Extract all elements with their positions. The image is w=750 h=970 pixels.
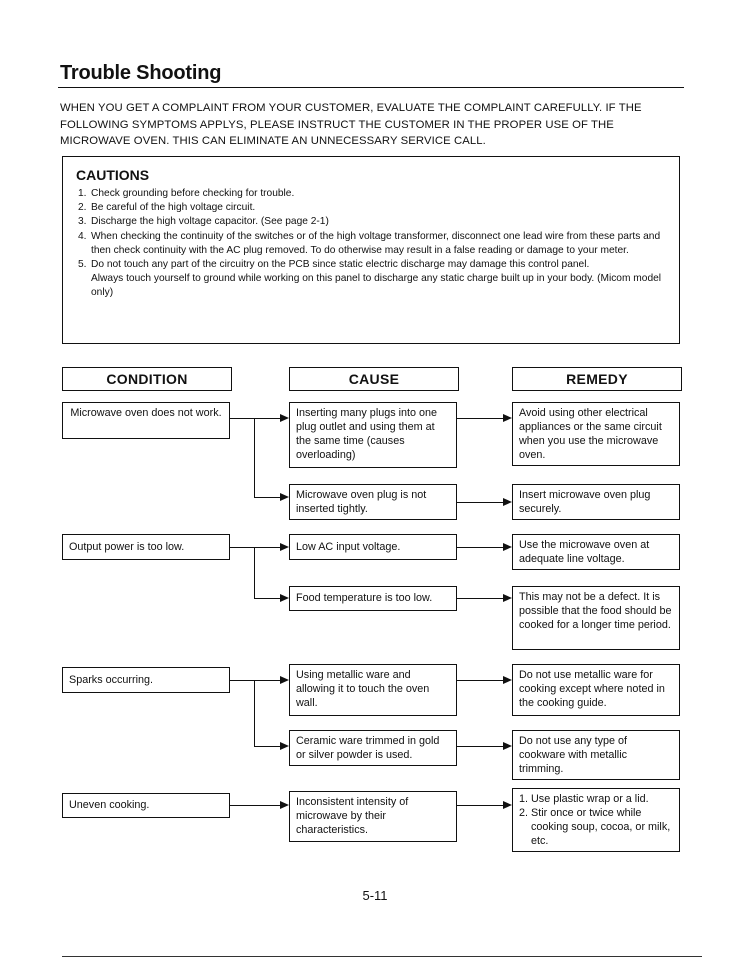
arrow-icon (280, 414, 289, 422)
connector-line (254, 746, 280, 747)
connector-line (457, 805, 503, 806)
cause-header: CAUSE (289, 367, 459, 391)
arrow-icon (280, 676, 289, 684)
cautions-title: CAUTIONS (76, 167, 150, 183)
cause-box (289, 586, 457, 611)
remedy-box (512, 534, 680, 570)
connector-line (254, 680, 255, 747)
caution-text: Be careful of the high voltage circuit. (91, 202, 256, 214)
connector-line (254, 418, 280, 419)
caution-text: When checking the continuity of the switches or of the high voltage transformer, disconnect one lead wire from these parts and then check continuity with the AC plug removed. To do otherwise may result in a false reading or damage to your meter. (91, 230, 661, 256)
arrow-icon (503, 742, 512, 750)
connector-line (457, 746, 503, 747)
remedy-box (512, 664, 680, 716)
remedy-step-text: Use plastic wrap or a lid. (531, 793, 649, 805)
cause-box (289, 402, 457, 468)
remedy-box (512, 484, 680, 520)
connector-line (230, 418, 254, 419)
remedy-steps (519, 792, 673, 848)
condition-header: CONDITION (62, 367, 232, 391)
caution-text: Do not touch any part of the circuitry on the PCB since static electric discharge may damage this control panel. (91, 259, 590, 271)
arrow-icon (503, 414, 512, 422)
arrow-icon (280, 594, 289, 602)
connector-line (457, 680, 503, 681)
remedy-box (512, 586, 680, 650)
intro-text: WHEN YOU GET A COMPLAINT FROM YOUR CUSTOMER, EVALUATE THE COMPLAINT CAREFULLY. IF THE FOLLOWING SYMPTOMS APPLYS, PLEASE INSTRUCT THE CUSTOMER IN THE PROPER USE OF THE MICROWAVE OVEN. THIS CAN ELIMINATE AN UNNECESSARY SERVICE CALL. (60, 102, 642, 147)
condition-text: Sparks occurring. (69, 674, 154, 686)
condition-text: Uneven cooking. (69, 799, 150, 811)
remedy-step-text: Stir once or twice while cooking soup, cocoa, or milk, etc. (531, 807, 671, 847)
caution-number: 2. (78, 202, 87, 214)
remedy-box (512, 402, 680, 466)
caution-extra-note: Always touch yourself to ground while working on this panel to discharge any static charge built up in your body. (Micom model only) (91, 273, 662, 299)
arrow-icon (503, 594, 512, 602)
remedy-box (512, 788, 680, 852)
cause-text: Ceramic ware trimmed in gold or silver powder is used. (296, 735, 440, 761)
cause-box (289, 791, 457, 842)
condition-text: Output power is too low. (69, 541, 185, 553)
connector-line (254, 418, 255, 498)
caution-text: Check grounding before checking for trouble. (91, 188, 295, 199)
cause-text: Using metallic ware and allowing it to touch the oven wall. (296, 669, 430, 709)
caution-text: Discharge the high voltage capacitor. (See page 2-1) (91, 216, 329, 228)
condition-box (62, 534, 230, 560)
remedy-text: Insert microwave oven plug securely. (519, 489, 651, 515)
caution-item (78, 230, 668, 258)
caution-number: 1. (78, 188, 87, 199)
arrow-icon (503, 543, 512, 551)
arrow-icon (280, 493, 289, 501)
arrow-icon (280, 801, 289, 809)
arrow-icon (503, 801, 512, 809)
condition-box (62, 667, 230, 693)
arrow-icon (503, 498, 512, 506)
connector-line (457, 418, 503, 419)
arrow-icon (503, 676, 512, 684)
remedy-step-number: 1. (519, 793, 529, 805)
cause-text: Low AC input voltage. (296, 541, 401, 553)
condition-box (62, 793, 230, 818)
remedy-box (512, 730, 680, 780)
connector-line (254, 598, 280, 599)
remedy-step-number: 2. (519, 807, 529, 819)
caution-number: 5. (78, 259, 87, 271)
connector-line (457, 502, 503, 503)
title-underline (58, 87, 684, 88)
cause-text: Inserting many plugs into one plug outlet and using them at the same time (causes overloading) (296, 407, 438, 461)
remedy-text: This may not be a defect. It is possible that the food should be cooked for a longer time period. (519, 591, 672, 631)
remedy-step (519, 792, 673, 806)
page-number: 5-11 (362, 888, 388, 903)
page-title: Trouble Shooting (60, 62, 222, 84)
cause-box (289, 534, 457, 560)
condition-text: Microwave oven does not work. (70, 407, 222, 419)
caution-item (78, 187, 668, 201)
connector-line (254, 547, 255, 599)
remedy-text: Do not use metallic ware for cooking except where noted in the cooking guide. (519, 669, 665, 709)
condition-box (62, 402, 230, 439)
cause-box (289, 730, 457, 766)
connector-line (457, 598, 503, 599)
cause-text: Inconsistent intensity of microwave by their characteristics. (296, 796, 409, 836)
connector-line (230, 680, 280, 681)
remedy-step (519, 806, 673, 848)
connector-line (230, 547, 280, 548)
caution-number: 4. (78, 230, 87, 242)
remedy-header: REMEDY (512, 367, 682, 391)
bottom-rule (62, 956, 702, 957)
remedy-text: Do not use any type of cookware with metallic trimming. (519, 735, 628, 775)
arrow-icon (280, 543, 289, 551)
caution-item (78, 215, 668, 229)
remedy-text: Avoid using other electrical appliances or the same circuit when you use the microwave oven. (519, 407, 662, 461)
cause-box (289, 664, 457, 716)
connector-line (457, 547, 503, 548)
connector-line (254, 497, 280, 498)
caution-item (78, 258, 668, 272)
cause-box (289, 484, 457, 520)
cautions-list (78, 187, 668, 301)
remedy-text: Use the microwave oven at adequate line voltage. (519, 539, 650, 565)
connector-line (230, 805, 280, 806)
arrow-icon (280, 742, 289, 750)
cause-text: Food temperature is too low. (296, 592, 433, 604)
caution-item (78, 201, 668, 215)
cause-text: Microwave oven plug is not inserted tightly. (296, 489, 427, 515)
caution-number: 3. (78, 216, 87, 228)
